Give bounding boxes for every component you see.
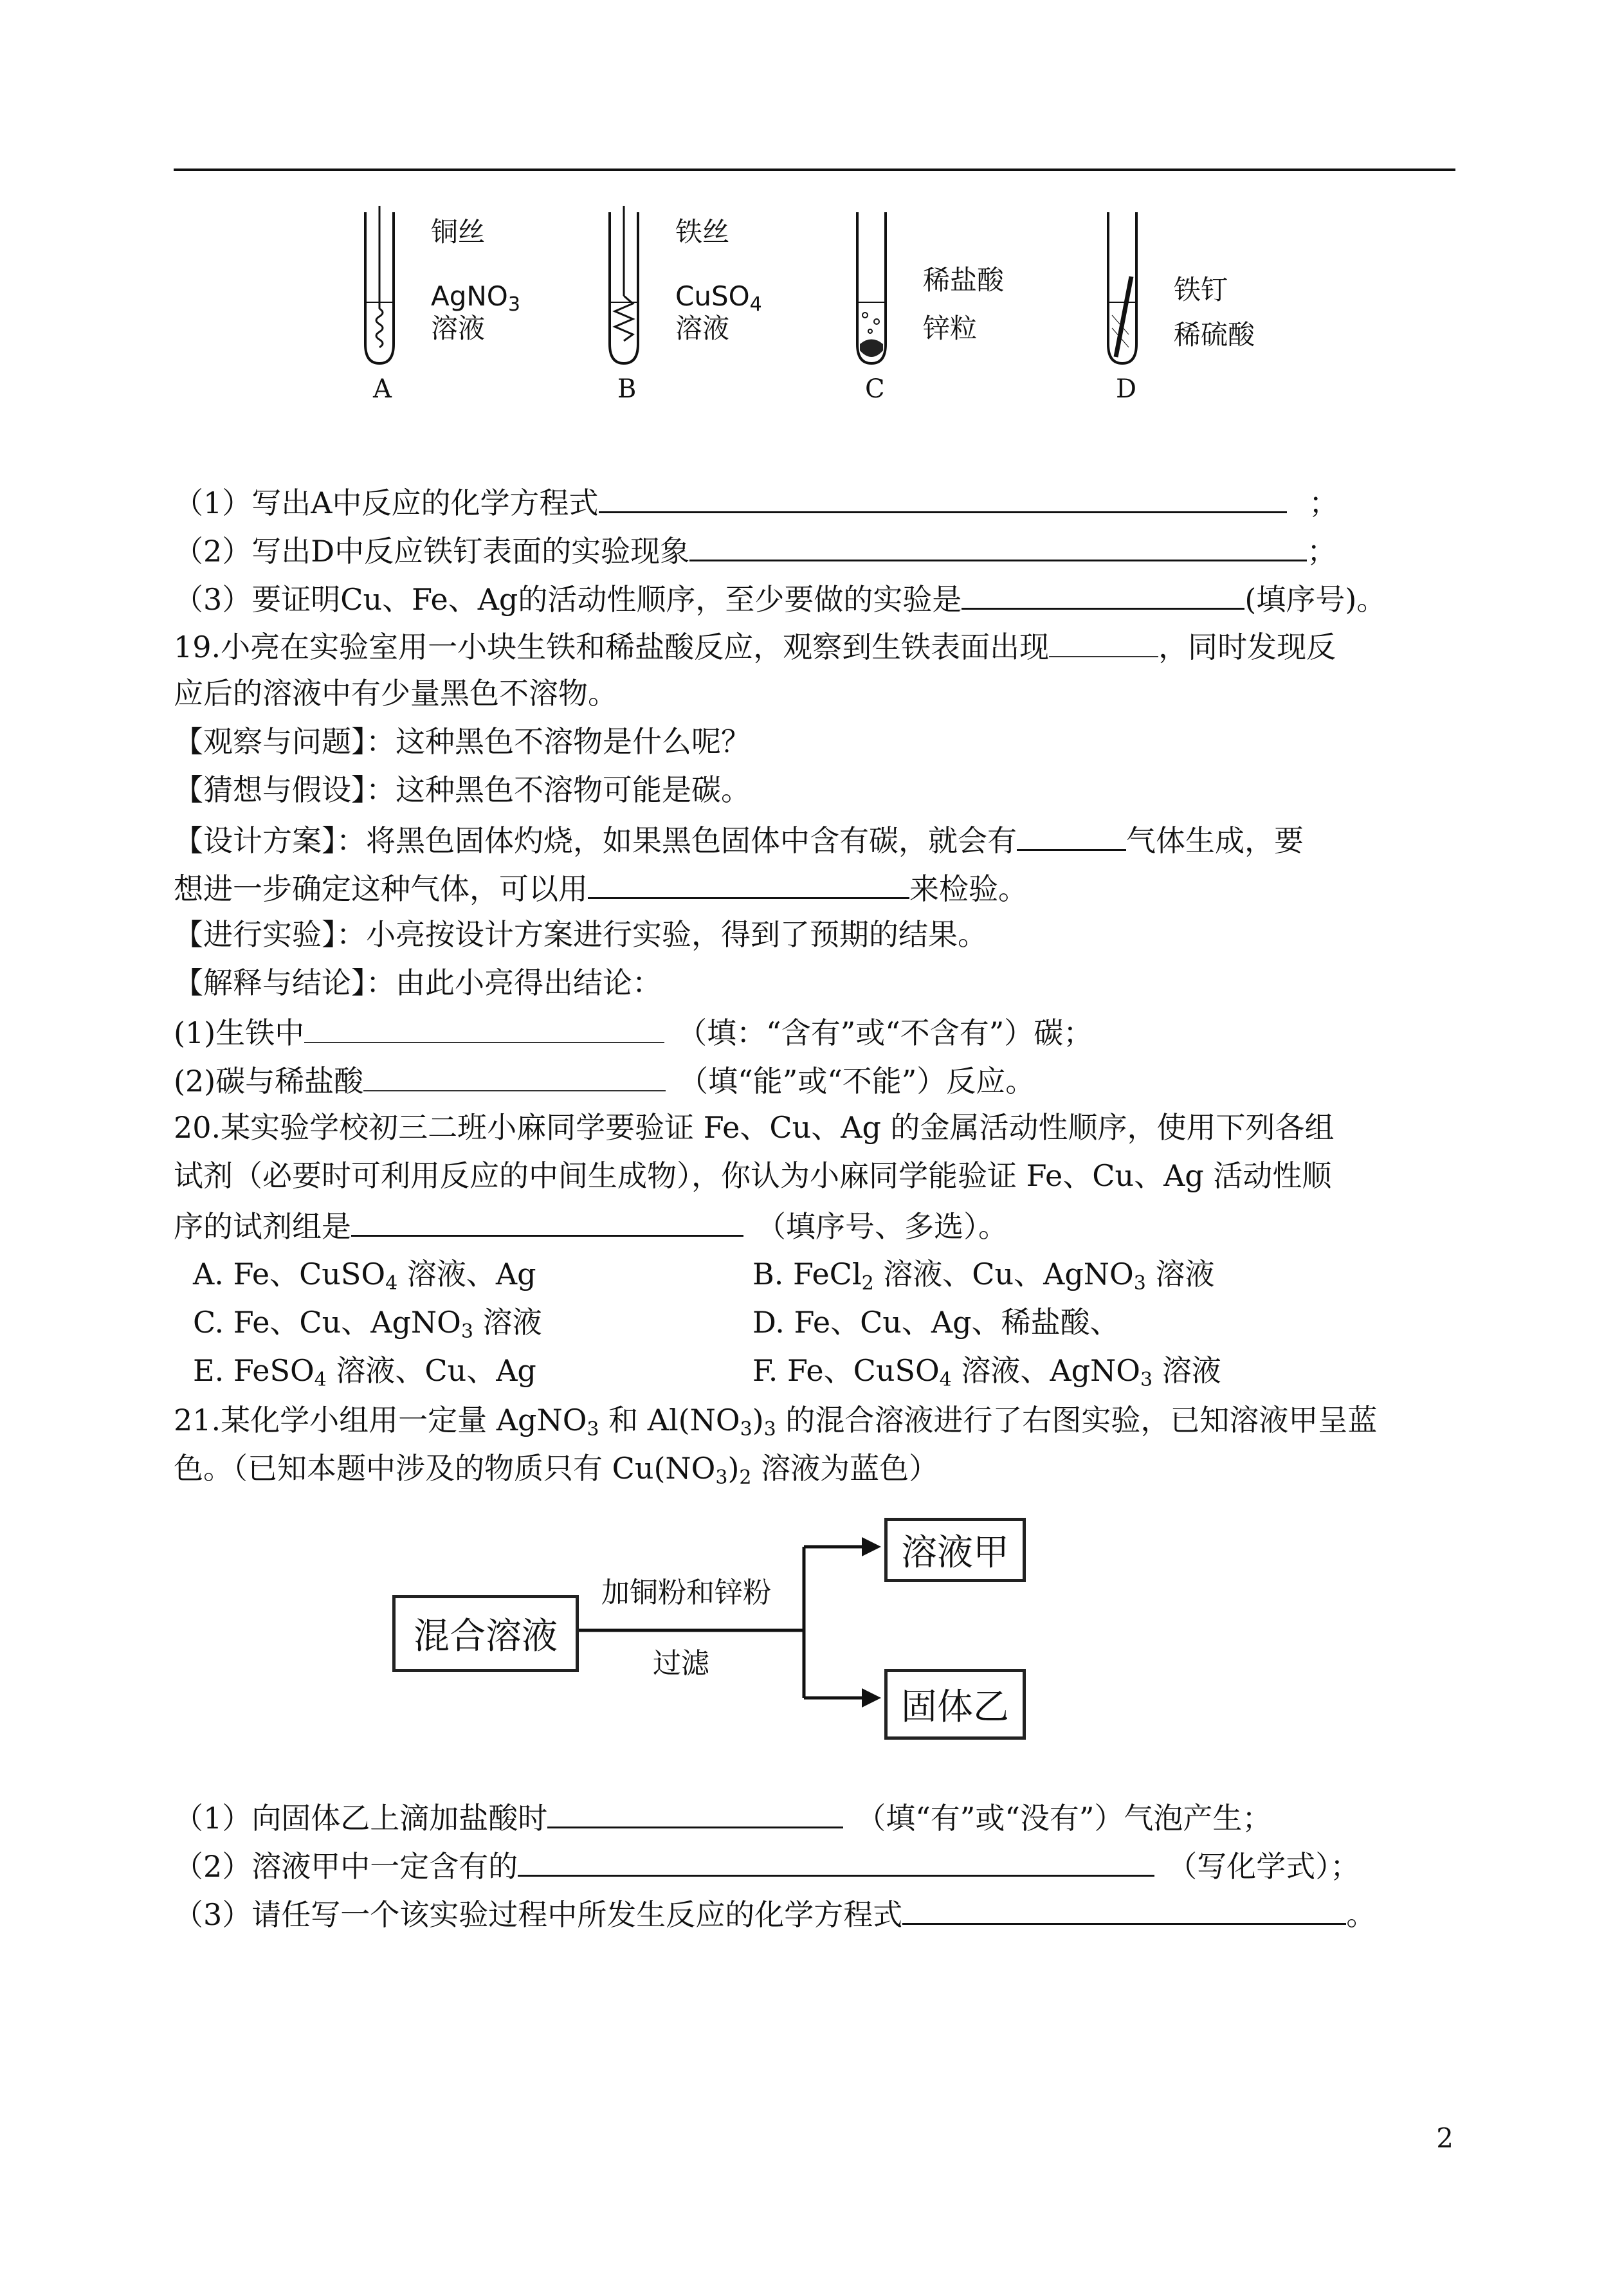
q21-blank-2[interactable]: [518, 1849, 1154, 1877]
q19-line-5: 【设计方案】：将黑色固体灼烧，如果黑色固体中含有碳，就会有 气体生成，要: [174, 823, 1304, 858]
q21-blank-3[interactable]: [902, 1897, 1346, 1925]
q18-blank-3[interactable]: [961, 582, 1244, 610]
q18-line-1: （1）写出A中反应的化学方程式 ；: [174, 486, 1339, 520]
q19-line-3: 【观察与问题】：这种黑色不溶物是什么呢？: [174, 724, 751, 759]
q20-blank[interactable]: [351, 1209, 743, 1237]
flow-label-filter: 过滤: [653, 1647, 709, 1680]
tube-c-label-zinc: 锌粒: [923, 313, 978, 344]
q21-line-2: 色。（已知本题中涉及的物质只有 $Cu(NO_3)_2$ 溶液为蓝色）: [174, 1451, 939, 1489]
q20-line-2: 试剂（必要时可利用反应的中间生成物），你认为小麻同学能验证 Fe、Cu、Ag 活动性顺: [174, 1158, 1332, 1193]
test-tube-b: [605, 206, 643, 367]
q21-blank-1[interactable]: [547, 1801, 843, 1828]
q20-option-f: F. Fe、CuSO$_4$ 溶液、AgNO$_3$ 溶液: [752, 1353, 1221, 1391]
reaction-flow-diagram: [392, 1518, 1035, 1736]
q19-blank-contains[interactable]: [304, 1016, 664, 1043]
q20-option-d: D. Fe、Cu、Ag、稀盐酸、: [752, 1305, 1120, 1340]
flow-box-mixed-solution: 混合溶液: [392, 1595, 579, 1672]
q19-blank-gas[interactable]: [1017, 823, 1126, 851]
q19-blank-reacts[interactable]: [363, 1064, 666, 1091]
tube-a-label-solution-word: 溶液: [431, 313, 486, 344]
tube-c-label-acid: 稀盐酸: [923, 264, 1005, 296]
q20-line-3: 序的试剂组是 （填序号、多选）。: [174, 1209, 1008, 1244]
flow-label-add-powder: 加铜粉和锌粉: [601, 1576, 771, 1609]
page-number: 2: [1436, 2122, 1453, 2154]
tube-d-label-acid: 稀硫酸: [1174, 319, 1255, 351]
tube-a-label-wire: 铜丝: [431, 216, 486, 248]
q18-blank-1[interactable]: [599, 486, 1287, 513]
tube-c-letter: C: [865, 374, 885, 404]
q19-line-2: 应后的溶液中有少量黑色不溶物。: [174, 676, 617, 711]
tube-b-label-solution-word: 溶液: [675, 313, 730, 344]
tube-a-letter: A: [373, 374, 392, 404]
q20-option-b: B. FeCl$_2$ 溶液、Cu、AgNO$_3$ 溶液: [752, 1257, 1215, 1295]
test-tube-figure: [334, 206, 1299, 412]
q20-option-e: E. FeSO$_4$ 溶液、Cu、Ag: [193, 1353, 536, 1391]
q18-line-3: （3）要证明Cu、Fe、Ag的活动性顺序，至少要做的实验是 (填序号)。: [174, 582, 1387, 617]
q19-blank-test[interactable]: [588, 871, 909, 899]
q19-line-1: 19.小亮在实验室用一小块生铁和稀盐酸反应，观察到生铁表面出现 ，同时发现反: [174, 630, 1336, 664]
test-tube-d: [1103, 206, 1142, 367]
q19-line-6: 想进一步确定这种气体，可以用 来检验。: [174, 871, 1028, 906]
q18-line-2: （2）写出D中反应铁钉表面的实验现象 ；: [174, 534, 1337, 569]
flow-box-solid-b: 固体乙: [884, 1669, 1026, 1740]
tube-d-letter: D: [1116, 374, 1137, 404]
q21-sub-2: （2）溶液甲中一定含有的 （写化学式）；: [174, 1849, 1360, 1884]
tube-a-label-solution: AgNO$_3$: [431, 280, 520, 316]
q19-line-7: 【进行实验】：小亮按设计方案进行实验，得到了预期的结果。: [174, 917, 987, 952]
q18-blank-2[interactable]: [689, 534, 1307, 561]
q19-blank-1[interactable]: [1049, 630, 1158, 657]
header-rule: [174, 169, 1455, 171]
q20-line-1: 20.某实验学校初三二班小麻同学要验证 Fe、Cu、Ag 的金属活动性顺序，使用下列各组: [174, 1110, 1335, 1145]
q19-line-10: (2)碳与稀盐酸 （填“能”或“不能”）反应。: [174, 1064, 1035, 1098]
q20-option-c: C. Fe、Cu、AgNO$_3$ 溶液: [193, 1305, 542, 1343]
q21-line-1: 21.某化学小组用一定量 AgNO$_3$ 和 $Al(NO_3)_3$ 的混合溶液进行了右图实验，已知溶液甲呈蓝: [174, 1403, 1378, 1441]
q19-line-9: (1)生铁中 （填：“含有”或“不含有”）碳；: [174, 1016, 1093, 1050]
flow-box-solution-a: 溶液甲: [884, 1518, 1026, 1582]
q21-sub-3: （3）请任写一个该实验过程中所发生反应的化学方程式 。: [174, 1897, 1376, 1932]
q21-sub-1: （1）向固体乙上滴加盐酸时 （填“有”或“没有”）气泡产生；: [174, 1801, 1272, 1836]
q19-line-4: 【猜想与假设】：这种黑色不溶物可能是碳。: [174, 772, 751, 807]
test-tube-a: [360, 206, 399, 367]
q19-line-8: 【解释与结论】：由此小亮得出结论：: [174, 965, 662, 1000]
tube-b-letter: B: [617, 374, 637, 404]
q20-option-a: A. Fe、CuSO$_4$ 溶液、Ag: [193, 1257, 536, 1295]
test-tube-c: [852, 206, 891, 367]
tube-d-label-nail: 铁钉: [1174, 274, 1228, 305]
tube-b-label-solution: CuSO$_4$: [675, 280, 762, 316]
tube-b-label-wire: 铁丝: [675, 216, 730, 248]
